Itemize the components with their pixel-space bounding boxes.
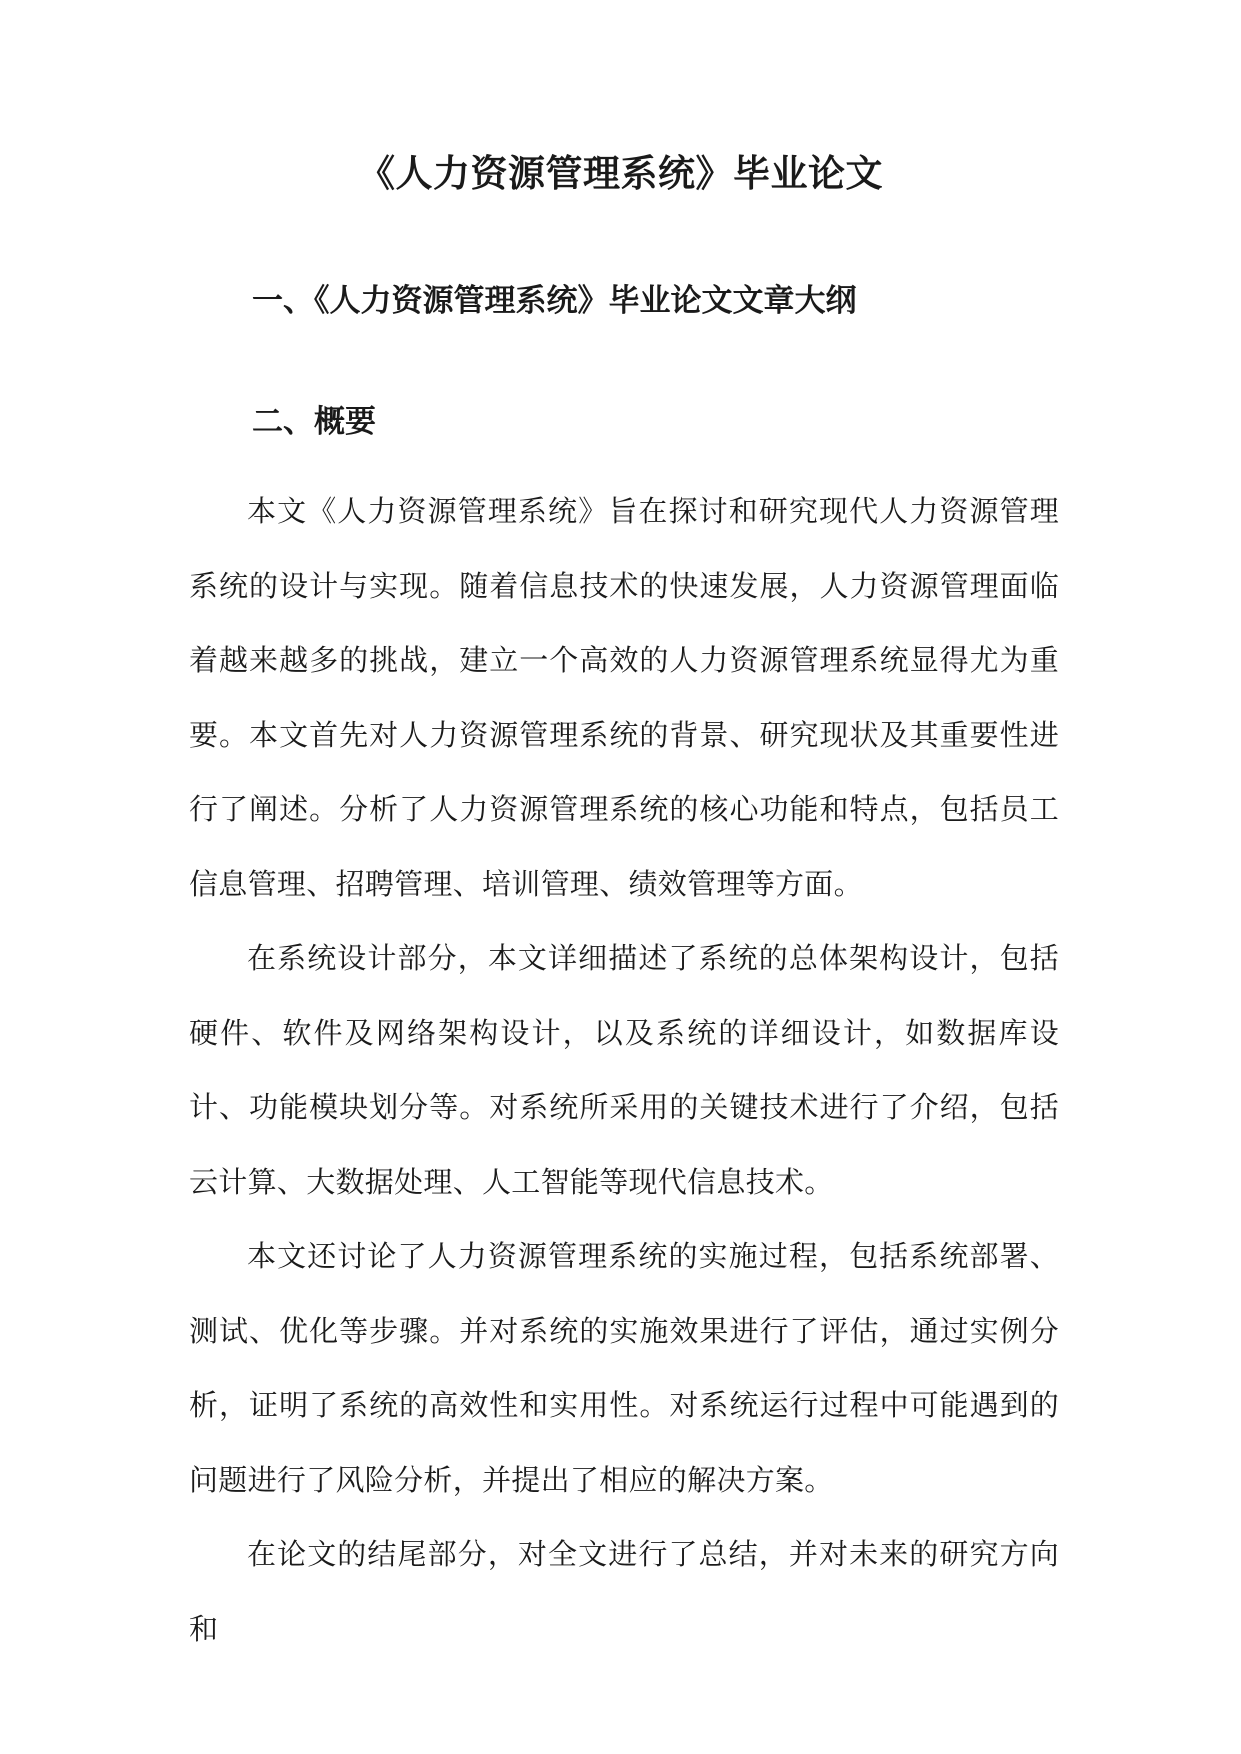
section-heading-summary: 二、概要: [252, 404, 376, 440]
section-heading-outline: 一、《人力资源管理系统》毕业论文文章大纲: [252, 283, 857, 319]
document-title: 《人力资源管理系统》毕业论文: [358, 152, 883, 195]
summary-paragraph-2: 在系统设计部分，本文详细描述了系统的总体架构设计，包括硬件、软件及网络架构设计，以及系统的详细设计，如数据库设计、功能模块划分等。对系统所采用的关键技术进行了介绍，包括云计算、大数据处理、人工智能等现代信息技术。: [189, 941, 1059, 1199]
summary-paragraph-4: 在论文的结尾部分，对全文进行了总结，并对未来的研究方向和: [189, 1537, 1059, 1646]
summary-paragraph-3: 本文还讨论了人力资源管理系统的实施过程，包括系统部署、测试、优化等步骤。并对系统的实施效果进行了评估，通过实例分析，证明了系统的高效性和实用性。对系统运行过程中可能遇到的问题进行了风险分析，并提出了相应的解决方案。: [189, 1239, 1059, 1497]
summary-paragraph-1: 本文《人力资源管理系统》旨在探讨和研究现代人力资源管理系统的设计与实现。随着信息技术的快速发展，人力资源管理面临着越来越多的挑战，建立一个高效的人力资源管理系统显得尤为重要。本文首先对人力资源管理系统的背景、研究现状及其重要性进行了阐述。分析了人力资源管理系统的核心功能和特点，包括员工信息管理、招聘管理、培训管理、绩效管理等方面。: [189, 494, 1059, 901]
